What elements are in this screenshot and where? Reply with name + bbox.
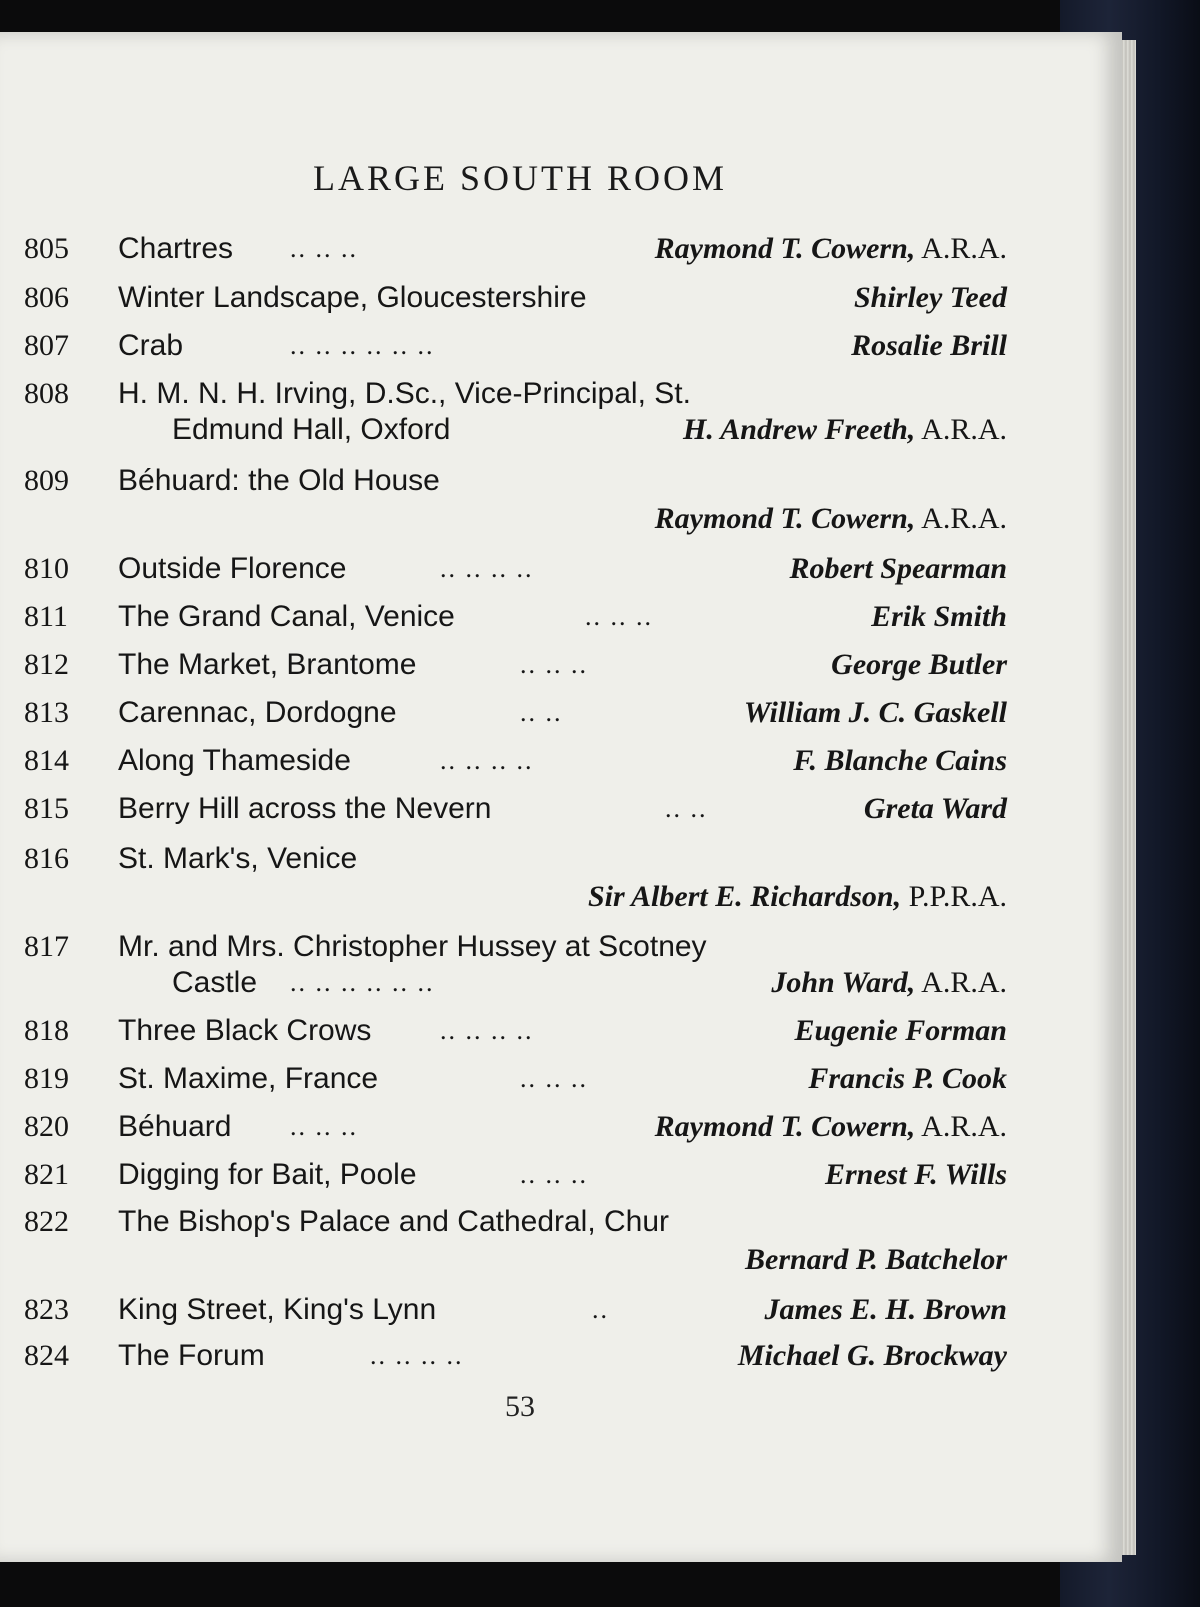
artist-name: Eugenie Forman xyxy=(794,1014,1007,1047)
entry-title: The Grand Canal, Venice xyxy=(118,600,455,633)
page-number: 53 xyxy=(505,1390,535,1423)
entry-number: 823 xyxy=(24,1293,69,1326)
entry-title: Berry Hill across the Nevern xyxy=(118,792,492,825)
entry-title-continued: Castle xyxy=(172,966,258,999)
entry-number: 817 xyxy=(24,930,69,963)
artist-name: Rosalie Brill xyxy=(851,329,1007,362)
entry-artist xyxy=(771,964,1007,1002)
artist-name: Raymond T. Cowern, xyxy=(654,1110,916,1143)
artist-name: James E. H. Brown xyxy=(764,1293,1007,1326)
artist-name: Raymond T. Cowern, xyxy=(654,502,916,535)
entry-number: 805 xyxy=(24,232,69,265)
leader-dots: .. .. .. xyxy=(520,1064,588,1093)
entry-title: Chartres xyxy=(118,232,234,265)
leader-dots: .. .. .. xyxy=(290,1112,358,1141)
artist-name: William J. C. Gaskell xyxy=(743,696,1007,729)
artist-name: Robert Spearman xyxy=(789,552,1007,585)
artist-name: F. Blanche Cains xyxy=(793,744,1007,777)
entry-artist xyxy=(808,1060,1007,1098)
entry-number: 810 xyxy=(24,552,69,585)
entry-artist xyxy=(851,327,1007,365)
leader-dots: .. .. .. .. .. .. xyxy=(290,968,435,997)
entry-title: The Forum xyxy=(118,1339,265,1372)
room-heading: LARGE SOUTH ROOM xyxy=(312,158,727,198)
entry-title: Along Thameside xyxy=(118,744,351,777)
entry-number: 814 xyxy=(24,744,69,777)
entry-number: 808 xyxy=(24,377,69,410)
entry-title: Three Black Crows xyxy=(118,1014,372,1047)
entry-artist xyxy=(789,550,1007,588)
entry-artist xyxy=(793,742,1007,780)
entry-artist xyxy=(871,598,1007,636)
artist-name: George Butler xyxy=(831,648,1007,681)
leader-dots: .. .. .. xyxy=(290,234,358,263)
entry-artist xyxy=(655,1108,1007,1146)
entry-artist xyxy=(744,694,1007,732)
entry-number: 809 xyxy=(24,464,69,497)
entry-number: 811 xyxy=(24,600,68,633)
entry-artist xyxy=(745,1241,1007,1279)
artist-name: Ernest F. Wills xyxy=(824,1158,1007,1191)
entry-number: 812 xyxy=(24,648,69,681)
entry-title: Outside Florence xyxy=(118,552,347,585)
entry-artist xyxy=(831,646,1007,684)
artist-name: Raymond T. Cowern, xyxy=(654,232,916,265)
entry-number: 822 xyxy=(24,1205,69,1238)
entry-number: 807 xyxy=(24,329,69,362)
entry-title-continued: Edmund Hall, Oxford xyxy=(172,413,451,446)
leader-dots: .. .. .. .. xyxy=(440,746,534,775)
entry-title: Carennac, Dordogne xyxy=(118,696,397,729)
entry-artist xyxy=(764,1291,1007,1329)
artist-name: Sir Albert E. Richardson, xyxy=(587,880,902,913)
artist-name: Greta Ward xyxy=(863,792,1007,825)
leader-dots: .. .. .. .. xyxy=(440,554,534,583)
leader-dots: .. xyxy=(592,1295,609,1324)
entry-number: 819 xyxy=(24,1062,69,1095)
entry-title: Béhuard xyxy=(118,1110,232,1143)
leader-dots: .. .. .. .. xyxy=(440,1016,534,1045)
entry-artist xyxy=(825,1156,1007,1194)
artist-name: Michael G. Brockway xyxy=(737,1339,1007,1372)
entry-title: Crab xyxy=(118,329,184,362)
artist-honour: A.R.A. xyxy=(921,413,1007,446)
entry-title: St. Mark's, Venice xyxy=(118,842,358,875)
entry-number: 815 xyxy=(24,792,69,825)
leader-dots: .. .. xyxy=(665,794,708,823)
artist-honour: A.R.A. xyxy=(921,232,1007,265)
entry-number: 820 xyxy=(24,1110,69,1143)
artist-name: Francis P. Cook xyxy=(808,1062,1007,1095)
entry-number: 818 xyxy=(24,1014,69,1047)
leader-dots: .. .. .. xyxy=(520,1160,588,1189)
entry-number: 816 xyxy=(24,842,69,875)
entry-artist xyxy=(854,279,1007,317)
entry-artist xyxy=(683,411,1007,449)
entry-title: Winter Landscape, Gloucestershire xyxy=(118,281,587,314)
entry-number: 821 xyxy=(24,1158,69,1191)
catalogue-page xyxy=(0,32,1122,1562)
entry-artist xyxy=(794,1012,1007,1050)
entry-title: Béhuard: the Old House xyxy=(118,464,440,497)
leader-dots: .. .. .. xyxy=(585,602,653,631)
entry-title: Digging for Bait, Poole xyxy=(118,1158,417,1191)
entry-artist xyxy=(864,790,1007,828)
leader-dots: .. .. .. .. .. .. xyxy=(290,331,435,360)
artist-honour: A.R.A. xyxy=(921,1110,1007,1143)
entry-title: The Bishop's Palace and Cathedral, Chur xyxy=(118,1205,670,1238)
leader-dots: .. .. .. xyxy=(520,650,588,679)
entry-artist xyxy=(588,878,1007,916)
entry-number: 813 xyxy=(24,696,69,729)
artist-name: Shirley Teed xyxy=(853,281,1007,314)
artist-honour: P.P.R.A. xyxy=(908,880,1007,913)
artist-name: Erik Smith xyxy=(871,600,1007,633)
entry-title: H. M. N. H. Irving, D.Sc., Vice-Principal, St. xyxy=(118,377,691,410)
leader-dots: .. .. xyxy=(520,698,563,727)
entry-artist xyxy=(655,500,1007,538)
artist-name: Bernard P. Batchelor xyxy=(745,1243,1007,1276)
entry-title: The Market, Brantome xyxy=(118,648,417,681)
entry-number: 824 xyxy=(24,1339,69,1372)
leader-dots: .. .. .. .. xyxy=(370,1341,464,1370)
entry-title: Mr. and Mrs. Christopher Hussey at Scotney xyxy=(118,930,707,963)
entry-artist xyxy=(655,230,1007,268)
entry-artist xyxy=(738,1337,1007,1375)
entry-title: King Street, King's Lynn xyxy=(118,1293,437,1326)
artist-name: John Ward, xyxy=(771,966,916,999)
artist-honour: A.R.A. xyxy=(921,502,1007,535)
artist-honour: A.R.A. xyxy=(921,966,1007,999)
entry-title: St. Maxime, France xyxy=(118,1062,379,1095)
artist-name: H. Andrew Freeth, xyxy=(683,413,916,446)
entry-number: 806 xyxy=(24,281,69,314)
